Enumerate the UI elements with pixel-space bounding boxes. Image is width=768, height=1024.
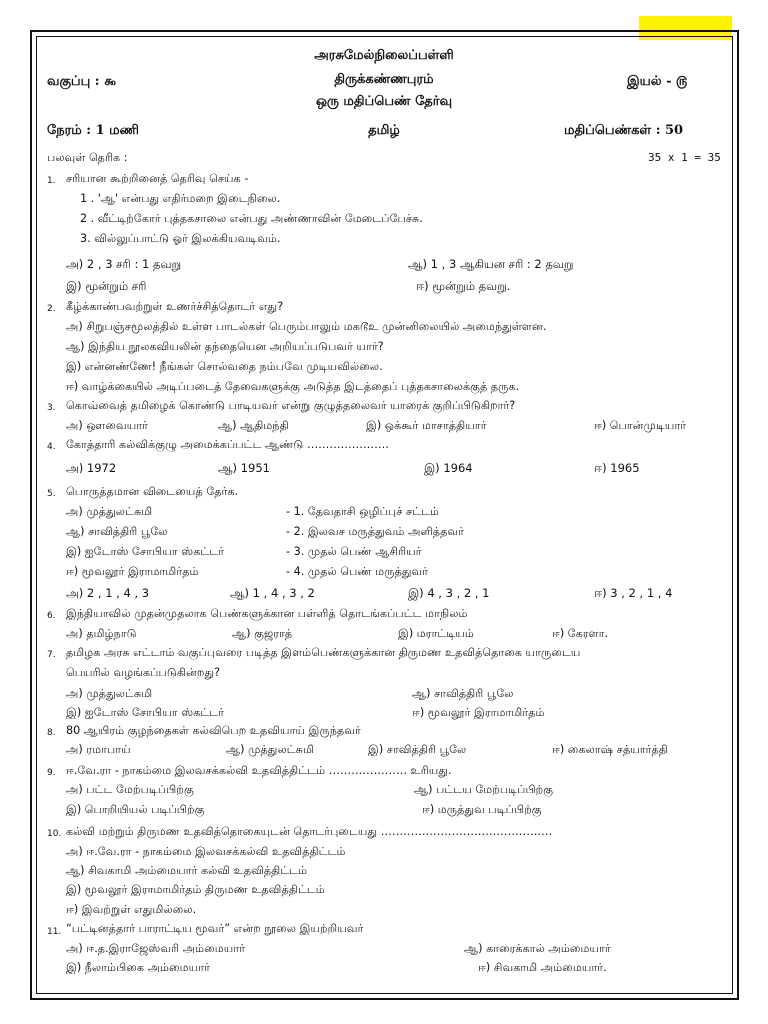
q1-statement-2: 2 . வீட்டிற்கோர் புத்தகசாலை என்பது அண்ணாவின் மேடைப்பேச்சு.	[80, 212, 423, 225]
q3-option-c: இ) ஒக்கூர் மாசாத்தியார்	[366, 419, 487, 432]
q5-row4-left: ஈ) மூவலூர் இராமாமிர்தம்	[66, 565, 199, 578]
q1-option-c: இ) மூன்றும் சரி	[66, 279, 147, 293]
q3-option-a: அ) ஔவையார்	[66, 419, 149, 432]
q4-option-b: ஆ) 1951	[218, 461, 270, 475]
q10-option-a: அ) ஈ.வே.ரா - நாகம்மை இலவசக்கல்வி உதவித்திட்டம்	[66, 845, 346, 858]
q2-option-a: அ) சிறுபஞ்சமூலத்தில் உள்ள பாடல்கள் பெரும்பாலும் மகடூஉ முன்னிலையில் அமைந்துள்ளன.	[66, 320, 547, 333]
q4-option-d: ஈ) 1965	[594, 461, 640, 475]
class-label: வகுப்பு : ௯	[47, 74, 117, 89]
total-marks: மதிப்பெண்கள் : 50	[564, 123, 684, 138]
q9-option-c: இ) பொறியியல் படிப்பிற்கு	[66, 803, 205, 816]
q2-option-d: ஈ) வாழ்க்கையில் அடிப்படைத் தேவைகளுக்கு அடுத்த இடத்தைப் புத்தகசாலைக்குத் தருக.	[66, 380, 520, 393]
q2-number: 2.	[47, 304, 56, 314]
q3-option-d: ஈ) பொன்முடியார்	[594, 419, 687, 432]
q11-number: 11.	[47, 927, 62, 937]
q8-option-a: அ) ரமாபாய்	[66, 743, 131, 756]
q1-option-d: ஈ) மூன்றும் தவறு.	[416, 279, 511, 293]
q1-option-a: அ) 2 , 3 சரி : 1 தவறு	[66, 257, 182, 271]
q3-number: 3.	[47, 403, 56, 413]
q11-text: “பட்டினத்தார் பாராட்டிய மூவர்” என்ற நூலை இயற்றியவர்	[66, 922, 364, 935]
q5-text: பொருத்தமான விடையைத் தேர்க.	[66, 485, 239, 498]
section-score: 35 x 1 = 35	[648, 151, 721, 164]
q5-row3-left: இ) ஐடோஸ் சோபியா ஸ்கட்டர்	[66, 545, 225, 558]
q9-option-a: அ) பட்ட மேற்படிப்பிற்கு	[66, 783, 194, 796]
school-name: அரசுமேல்நிலைப்பள்ளி	[314, 48, 454, 63]
q1-number: 1.	[47, 176, 56, 186]
q5-option-a: அ) 2 , 1 , 4 , 3	[66, 586, 150, 600]
q7-option-a: அ) முத்துலட்சுமி	[66, 687, 153, 700]
q8-text: 80 ஆயிரம் குழந்தைகள் கல்விபெற உதவியாய் இருந்தவர்	[66, 724, 361, 737]
q5-row2-right: - 2. இலவச மருத்துவம் அளித்தவர்	[286, 525, 465, 538]
q8-option-d: ஈ) கைலாஷ் சத்யார்த்தி	[552, 743, 668, 756]
q6-option-c: இ) மராட்டியம்	[398, 627, 474, 640]
q3-option-b: ஆ) ஆதிமந்தி	[218, 419, 289, 432]
q5-option-c: இ) 4 , 3 , 2 , 1	[408, 586, 490, 600]
unit-label: இயல் - ௫	[627, 74, 688, 89]
q11-option-a: அ) ஈ.த.இராஜேஸ்வரி அம்மையார்	[66, 942, 246, 955]
q9-number: 9.	[47, 768, 56, 778]
q4-text: கோத்தாரி கல்விக்குழு அமைக்கப்பட்ட ஆண்டு ………………….	[66, 438, 389, 451]
q6-option-a: அ) தமிழ்நாடு	[66, 627, 137, 640]
q9-option-b: ஆ) பட்டய மேற்படிப்பிற்கு	[414, 783, 554, 796]
q4-option-c: இ) 1964	[424, 461, 473, 475]
q10-option-d: ஈ) இவற்றுள் எதுமில்லை.	[66, 903, 197, 916]
q5-row3-right: - 3. முதல் பெண் ஆசிரியர்	[286, 545, 422, 558]
q5-row1-left: அ) முத்துலட்சுமி	[66, 505, 153, 518]
q5-number: 5.	[47, 489, 56, 499]
q8-option-b: ஆ) முத்துலட்சுமி	[226, 743, 314, 756]
q7-text-line1: தமிழக அரசு எட்டாம் வகுப்புவரை படித்த இளம்பெண்களுக்கான திருமண உதவித்தொகை யாருடைய	[66, 646, 581, 659]
q5-option-d: ஈ) 3 , 2 , 1 , 4	[594, 586, 673, 600]
q5-row2-left: ஆ) சாவித்திரி பூலே	[66, 525, 168, 538]
exam-title: ஒரு மதிப்பெண் தேர்வு	[315, 94, 453, 109]
q10-text: கல்வி மற்றும் திருமண உதவித்தொகையுடன் தொடர்புடையது ……………………………………….	[66, 825, 553, 838]
q4-number: 4.	[47, 442, 56, 452]
q10-option-b: ஆ) சிவகாமி அம்மையார் கல்வி உதவித்திட்டம்	[66, 864, 308, 877]
q5-row1-right: - 1. தேவதாசி ஒழிப்புச் சட்டம்	[286, 505, 440, 518]
q2-option-b: ஆ) இந்திய நூலகவியலின் தந்தையென அறியப்படுபவர் யார்?	[66, 340, 384, 353]
q11-option-b: ஆ) காரைக்கால் அம்மையார்	[464, 942, 611, 955]
q9-text: ஈ.வே.ரா - நாகம்மை இலவசக்கல்வி உதவித்திட்டம் ………………… உரியது.	[66, 764, 452, 777]
q1-statement-1: 1 . 'ஆ' என்பது எதிர்மறை இடைநிலை.	[80, 192, 281, 205]
q8-number: 8.	[47, 728, 56, 738]
q1-statement-3: 3. வில்லுப்பாட்டு ஓர் இலக்கியவடிவம்.	[80, 232, 281, 245]
q7-option-d: ஈ) மூவலூர் இராமாமிர்தம்	[412, 706, 545, 719]
section-title: பலவுள் தெரிக :	[47, 151, 128, 164]
q3-text: கொவ்வைத் தமிழைக் கொண்டு பாடியவர் என்று குழுத்தலைவர் யாரைக் குறிப்பிடுகிறார்?	[66, 399, 516, 412]
q6-number: 6.	[47, 611, 56, 621]
q6-text: இந்தியாவில் முதன்முதலாக பெண்களுக்கான பள்ளித் தொடங்கப்பட்ட மாநிலம்	[66, 607, 468, 620]
q10-option-c: இ) மூவலூர் இராமாமிர்தம் திருமண உதவித்திட்டம்	[66, 883, 325, 896]
q9-option-d: ஈ) மருத்துவ படிப்பிற்கு	[422, 803, 542, 816]
place-name: திருக்கண்ணபுரம்	[334, 72, 434, 87]
subject-name: தமிழ்	[368, 123, 400, 138]
q7-option-c: இ) ஐடோஸ் சோபியா ஸ்கட்டர்	[66, 706, 225, 719]
q7-number: 7.	[47, 650, 56, 660]
q2-option-c: இ) என்னண்ணே! நீங்கள் சொல்வதை நம்பவே முடியவில்லை.	[66, 360, 383, 373]
q11-option-c: இ) நீலாம்பிகை அம்மையார்	[66, 961, 210, 974]
q4-option-a: அ) 1972	[66, 461, 117, 475]
q8-option-c: இ) சாவித்திரி பூலே	[368, 743, 467, 756]
q7-option-b: ஆ) சாவித்திரி பூலே	[412, 687, 514, 700]
q1-text: சரியான கூற்றினைத் தெரிவு செய்க -	[66, 172, 249, 185]
q11-option-d: ஈ) சிவகாமி அம்மையார்.	[478, 961, 607, 974]
q6-option-b: ஆ) குஜராத்	[232, 627, 293, 640]
q6-option-d: ஈ) கேரளா.	[552, 627, 609, 640]
q2-text: கீழ்க்காண்பவற்றுள் உணர்ச்சித்தொடர் எது?	[66, 300, 284, 313]
q7-text-line2: பெயரில் வழங்கப்படுகின்றது?	[66, 666, 221, 679]
q1-option-b: ஆ) 1 , 3 ஆகியன சரி : 2 தவறு	[408, 257, 574, 271]
q5-option-b: ஆ) 1 , 4 , 3 , 2	[230, 586, 315, 600]
q10-number: 10.	[47, 829, 62, 839]
q5-row4-right: - 4. முதல் பெண் மருத்துவர்	[286, 565, 429, 578]
time-label: நேரம் : 1 மணி	[47, 123, 139, 138]
